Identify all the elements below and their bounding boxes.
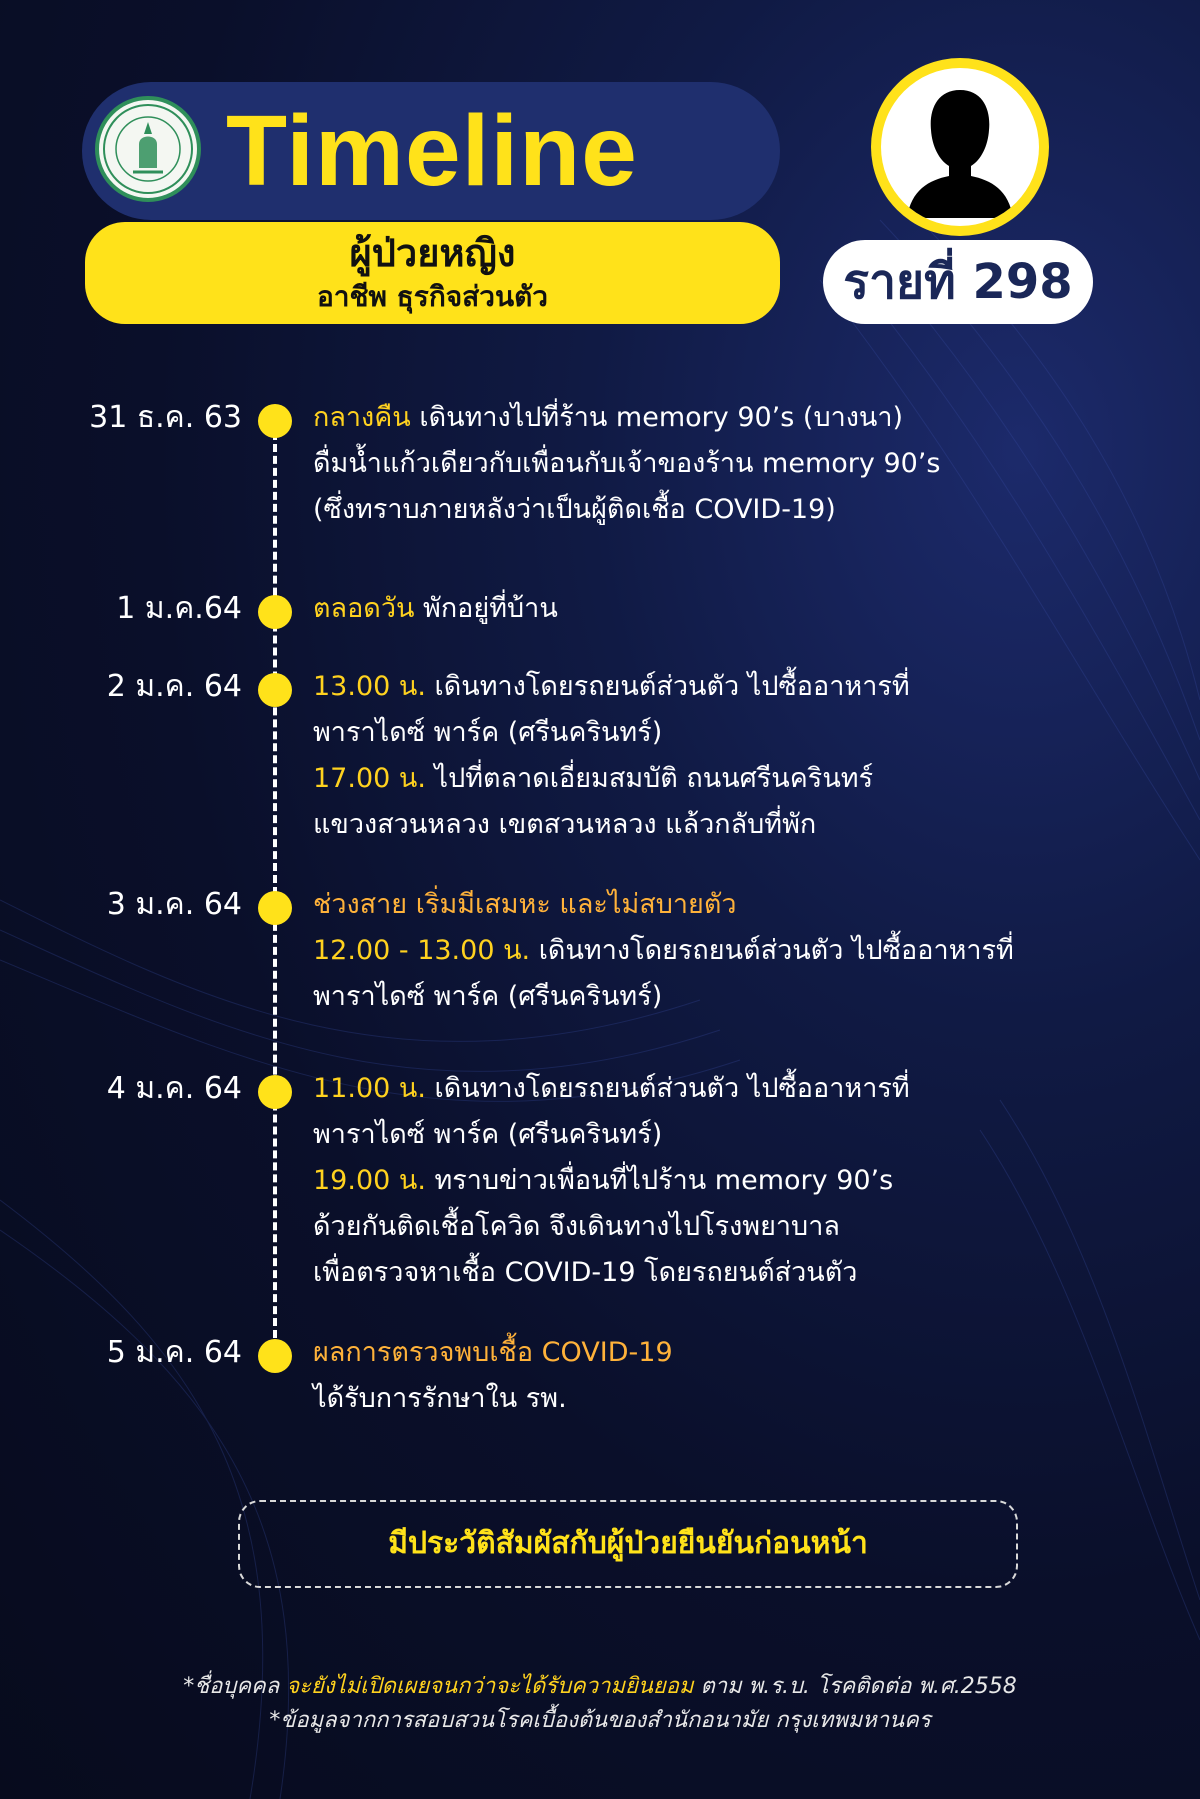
entry-text: (ซึ่งทราบภายหลังว่าเป็นผู้ติดเชื้อ COVID-19) [313,494,836,525]
entry-line [313,1330,1173,1376]
entry-line [313,586,1173,632]
entry-text: พักอยู่ที่บ้าน [414,593,558,624]
entry-highlight-text: 11.00 น. [313,1073,426,1104]
entry-date: 31 ธ.ค. 63 [89,400,242,435]
footnote-privacy-highlight: จะยังไม่เปิดเผยจนกว่าจะได้รับความยินยอม [286,1674,694,1699]
entry-body [313,882,1173,1020]
entry-line [313,756,1173,802]
entry-highlight-text: ช่วงสาย เริ่มมีเสมหะ และไม่สบายตัว [313,889,737,920]
timeline-dot [258,595,292,629]
bangkok-seal-logo [95,96,201,202]
entry-body [313,664,1173,848]
entry-date: 2 ม.ค. 64 [106,669,242,704]
entry-line [313,395,1173,441]
entry-date: 4 ม.ค. 64 [106,1071,242,1106]
entry-highlight-text: 12.00 - 13.00 น. [313,935,531,966]
entry-text: ได้รับการรักษาใน รพ. [313,1383,567,1414]
entry-highlight-text: 19.00 น. [313,1165,426,1196]
footnote-source: *ข้อมูลจากการสอบสวนโรคเบื้องต้นของสำนักอนามัย กรุงเทพมหานคร [269,1708,931,1733]
entry-body [313,1330,1173,1422]
footnote-privacy-pre: *ชื่อบุคคล [183,1674,287,1699]
entry-text: ทราบข่าวเพื่อนที่ไปร้าน memory 90’s [425,1165,894,1196]
timeline-dot [258,1075,292,1109]
entry-line [313,487,1173,533]
avatar [871,58,1049,236]
patient-info-banner [85,222,780,324]
page-title: Timeline [226,95,638,207]
patient-occupation: อาชีพ ธุรกิจส่วนตัว [316,280,549,313]
entry-text: เดินทางโดยรถยนต์ส่วนตัว ไปซื้ออาหารที่ [425,1073,910,1104]
entry-line [313,974,1173,1020]
entry-text: เดินทางโดยรถยนต์ส่วนตัว ไปซื้ออาหารที่ [530,935,1014,966]
entry-line [313,664,1173,710]
entry-body [313,586,1173,632]
timeline-dot [258,1339,292,1373]
entry-line [313,1112,1173,1158]
entry-text: พาราไดซ์ พาร์ค (ศรีนครินทร์) [313,717,663,748]
entry-body [313,395,1173,533]
timeline-dashed-line [273,420,277,1350]
entry-text: เดินทางไปที่ร้าน memory 90’s (บางนา) [410,402,904,433]
entry-highlight-text: ผลการตรวจพบเชื้อ COVID-19 [313,1337,673,1368]
entry-date: 1 ม.ค.64 [116,591,242,626]
footnote-privacy-post: ตาม พ.ร.บ. โรคติดต่อ พ.ศ.2558 [693,1674,1017,1699]
entry-line [313,1066,1173,1112]
entry-text: พาราไดซ์ พาร์ค (ศรีนครินทร์) [313,981,663,1012]
entry-text: เดินทางโดยรถยนต์ส่วนตัว ไปซื้ออาหารที่ [425,671,910,702]
entry-date: 5 ม.ค. 64 [106,1335,242,1370]
entry-line [313,1158,1173,1204]
timeline-dot [258,404,292,438]
entry-highlight-text: 17.00 น. [313,763,426,794]
entry-highlight-text: ตลอดวัน [313,593,415,624]
entry-line [313,710,1173,756]
entry-date: 3 ม.ค. 64 [106,887,242,922]
entry-text: ด้วยกันติดเชื้อโควิด จึงเดินทางไปโรงพยาบาล [313,1211,840,1242]
entry-line [313,802,1173,848]
entry-highlight-text: 13.00 น. [313,671,426,702]
entry-highlight-text: กลางคืน [313,402,411,433]
entry-line [313,441,1173,487]
case-number-badge: รายที่ 298 [823,240,1093,324]
timeline-dot [258,673,292,707]
entry-text: ไปที่ตลาดเอี่ยมสมบัติ ถนนศรีนครินทร์ [425,763,874,794]
entry-line [313,882,1173,928]
entry-text: แขวงสวนหลวง เขตสวนหลวง แล้วกลับที่พัก [313,809,817,840]
entry-text: ดื่มน้ำแก้วเดียวกับเพื่อนกับเจ้าของร้าน memory 90’s [313,448,941,479]
patient-gender: ผู้ป่วยหญิง [349,231,516,275]
footnote-privacy [0,1670,1200,1704]
timeline-dot [258,891,292,925]
person-silhouette-icon [881,68,1039,226]
entry-line [313,928,1173,974]
entry-text: เพื่อตรวจหาเชื้อ COVID-19 โดยรถยนต์ส่วนตัว [313,1257,858,1288]
entry-body [313,1066,1173,1296]
entry-line [313,1376,1173,1422]
entry-line [313,1250,1173,1296]
entry-line [313,1204,1173,1250]
entry-text: พาราไดซ์ พาร์ค (ศรีนครินทร์) [313,1119,663,1150]
contact-history-notice: มีประวัติสัมผัสกับผู้ป่วยยืนยันก่อนหน้า [238,1500,1018,1588]
